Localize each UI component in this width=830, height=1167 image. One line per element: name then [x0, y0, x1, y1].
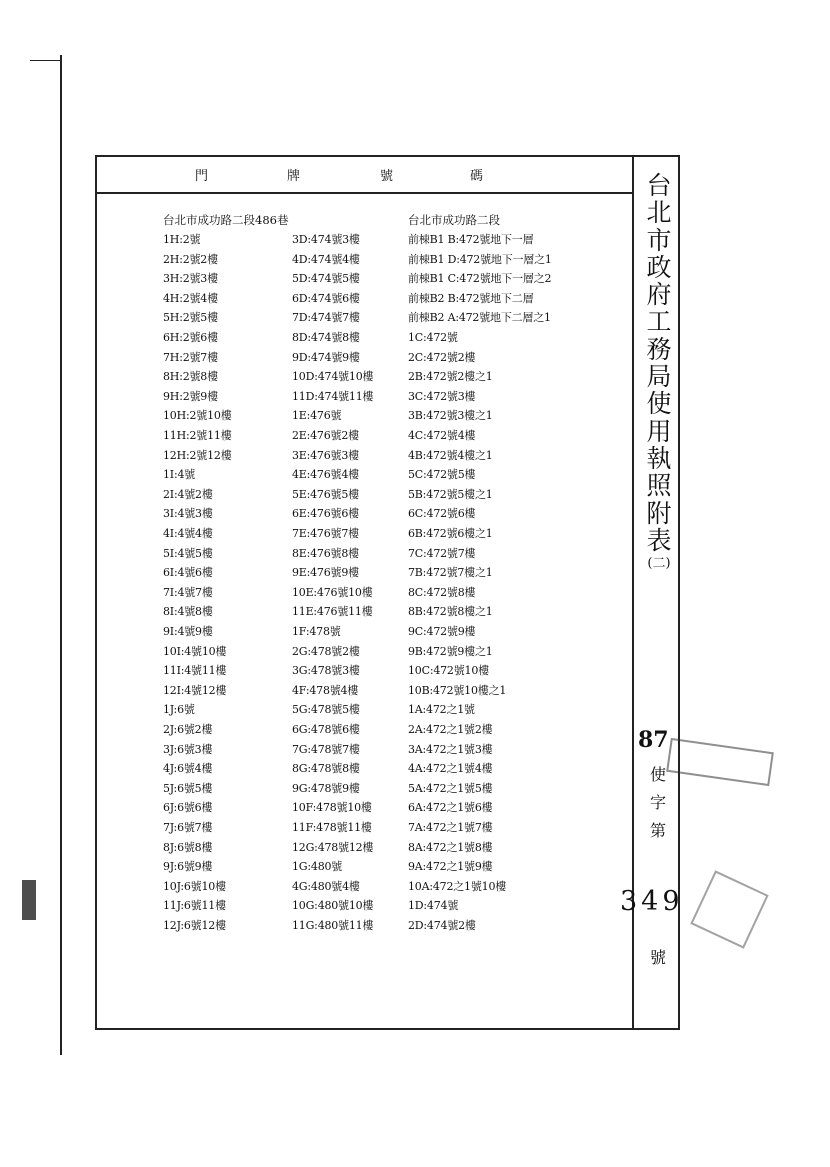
permit-char-2: 字: [650, 793, 667, 812]
address-entry: 7G:478號7樓: [292, 742, 360, 756]
scan-mark: [22, 880, 36, 920]
address-entry: 5J:6號5樓: [163, 781, 213, 795]
address-entry: 3E:476號3樓: [292, 448, 359, 462]
address-entry: 5G:478號5樓: [292, 703, 360, 717]
address-entry: 6B:472號6樓之1: [408, 527, 493, 540]
side-title-char: 表: [646, 525, 672, 555]
address-entry: 12G:478號12樓: [292, 840, 374, 854]
address-entry: 前棟B2 A:472號地下二層之1: [408, 311, 551, 325]
address-entry: 10F:478號10樓: [292, 801, 372, 815]
side-title-char: 府: [646, 280, 672, 310]
address-entry: 12J:6號12樓: [163, 919, 226, 932]
header-char-4: 碼: [470, 169, 484, 184]
permit-suffix: 號: [650, 948, 667, 967]
address-entry: 6H:2號6樓: [163, 331, 218, 344]
address-entry: 5D:474號5樓: [292, 272, 360, 286]
address-entry: 5I:4號5樓: [163, 546, 213, 560]
address-entry: 1A:472之1號: [408, 703, 475, 717]
address-entry: 6A:472之1號6樓: [408, 801, 493, 815]
address-entry: 1F:478號: [292, 625, 341, 638]
address-entry: 3G:478號3樓: [292, 664, 360, 678]
side-title-char: 執: [646, 443, 672, 473]
scan-edge-line: [60, 55, 62, 1055]
address-entry: 9I:4號9樓: [163, 625, 213, 638]
address-entry: 10E:476號10樓: [292, 585, 373, 599]
permit-year: 87: [638, 727, 669, 753]
address-entry: 6C:472號6樓: [408, 507, 476, 521]
address-entry: 11E:476號11樓: [292, 605, 373, 619]
address-entry: 3B:472號3樓之1: [408, 409, 493, 423]
address-entry: 7J:6號7樓: [163, 821, 213, 834]
side-title-char: 工: [646, 307, 672, 337]
scan-edge-mark: [30, 60, 60, 61]
address-entry: 3H:2號3樓: [163, 272, 218, 286]
side-title-char: 政: [646, 252, 672, 282]
address-entry: 7A:472之1號7樓: [408, 821, 493, 834]
side-title-char: 北: [646, 198, 672, 228]
address-entry: 7D:474號7樓: [292, 311, 360, 325]
address-entry: 12H:2號12樓: [163, 448, 232, 462]
side-title-char: 市: [646, 225, 672, 255]
address-entry: 6D:474號6樓: [292, 291, 360, 305]
address-entry: 8D:474號8樓: [292, 331, 360, 344]
side-title-char: 台: [646, 171, 672, 200]
address-entry: 10D:474號10樓: [292, 370, 374, 384]
address-entry: 1E:476號: [292, 409, 342, 423]
address-entry: 4I:4號4樓: [163, 527, 213, 540]
address-entry: 2C:472號2樓: [408, 350, 476, 364]
address-entry: 8H:2號8樓: [163, 370, 218, 384]
address-entry: 9J:6號9樓: [163, 860, 213, 874]
address-entry: 9C:472號9樓: [408, 625, 476, 638]
address-entry: 11F:478號11樓: [292, 821, 372, 834]
address-entry: 3A:472之1號3樓: [408, 742, 493, 756]
address-entry: 1C:472號: [408, 331, 458, 344]
address-entry: 1D:474號: [408, 899, 459, 913]
side-title-char: 使: [646, 389, 672, 419]
address-entry: 11D:474號11樓: [292, 389, 374, 403]
address-entry: 2H:2號2樓: [163, 252, 218, 266]
side-title-char: 務: [646, 334, 672, 364]
address-entry: 5C:472號5樓: [408, 468, 476, 482]
stamp-mark: [666, 738, 774, 786]
address-entry: 8E:476號8樓: [292, 546, 359, 560]
address-entry: 1G:480號: [292, 860, 343, 874]
address-entry: 9D:474號9樓: [292, 350, 360, 364]
address-entry: 11G:480號11樓: [292, 919, 374, 932]
address-entry: 8J:6號8樓: [163, 840, 213, 854]
address-entry: 4F:478號4樓: [292, 683, 359, 697]
address-entry: 5H:2號5樓: [163, 311, 218, 325]
address-entry: 1J:6號: [163, 703, 195, 717]
address-entry: 4B:472號4樓之1: [408, 448, 493, 462]
address-entry: 3J:6號3樓: [163, 742, 213, 756]
address-entry: 7C:472號7樓: [408, 546, 476, 560]
header-char-3: 號: [380, 169, 394, 184]
column-3-title: 台北市成功路二段: [408, 213, 500, 227]
side-title-char: 照: [646, 471, 672, 501]
address-entry: 11I:4號11樓: [163, 664, 227, 678]
address-entry: 5B:472號5樓之1: [408, 487, 493, 501]
header-char-2: 牌: [287, 169, 301, 184]
side-title: [644, 172, 674, 574]
address-entry: 7B:472號7樓之1: [408, 566, 493, 580]
side-title-char: 附: [646, 498, 672, 528]
address-entry: 4J:6號4樓: [163, 762, 213, 776]
address-entry: 2G:478號2樓: [292, 644, 360, 658]
address-entry: 8A:472之1號8樓: [408, 840, 493, 854]
address-entry: 4A:472之1號4樓: [408, 762, 493, 776]
permit-number: 349: [620, 886, 684, 917]
address-entry: 8G:478號8樓: [292, 762, 360, 776]
side-title-char: (二): [647, 556, 671, 572]
address-entry: 10I:4號10樓: [163, 644, 227, 658]
address-entry: 6J:6號6樓: [163, 801, 213, 815]
side-title-char: 局: [646, 362, 672, 392]
address-entry: 4D:474號4樓: [292, 252, 360, 266]
address-entry: 10J:6號10樓: [163, 879, 226, 893]
address-entry: 2I:4號2樓: [163, 487, 213, 501]
address-entry: 7H:2號7樓: [163, 350, 218, 364]
header-char-1: 門: [195, 169, 209, 184]
stamp-mark-2: [690, 870, 768, 948]
address-entry: 6G:478號6樓: [292, 723, 360, 736]
address-entry: 8C:472號8樓: [408, 585, 476, 599]
address-entry: 1H:2號: [163, 233, 201, 246]
side-title-char: 用: [646, 416, 672, 446]
address-entry: 前棟B1 C:472號地下一層之2: [408, 272, 552, 286]
address-entry: 10G:480號10樓: [292, 899, 374, 913]
address-entry: 3D:474號3樓: [292, 233, 360, 246]
address-entry: 9E:476號9樓: [292, 566, 359, 580]
permit-char-3: 第: [650, 821, 667, 840]
address-entry: 3I:4號3樓: [163, 507, 213, 521]
address-entry: 6E:476號6樓: [292, 507, 359, 521]
address-entry: 4E:476號4樓: [292, 468, 359, 482]
address-entry: 10H:2號10樓: [163, 409, 232, 423]
address-entry: 4H:2號4樓: [163, 291, 218, 305]
address-entry: 9A:472之1號9樓: [408, 860, 493, 874]
address-entry: 1I:4號: [163, 468, 196, 482]
address-entry: 2A:472之1號2樓: [408, 723, 493, 736]
address-entry: 11J:6號11樓: [163, 899, 226, 913]
address-entry: 2D:474號2樓: [408, 919, 476, 932]
address-entry: 9G:478號9樓: [292, 781, 360, 795]
address-entry: 4C:472號4樓: [408, 429, 476, 442]
address-entry: 7E:476號7樓: [292, 527, 359, 540]
address-entry: 11H:2號11樓: [163, 429, 232, 442]
address-entry: 前棟B2 B:472號地下二層: [408, 291, 534, 305]
address-entry: 4G:480號4樓: [292, 879, 360, 893]
address-entry: 5A:472之1號5樓: [408, 781, 493, 795]
permit-char-1: 使: [650, 765, 667, 784]
address-entry: 2J:6號2樓: [163, 723, 213, 736]
address-entry: 10B:472號10樓之1: [408, 683, 507, 697]
address-entry: 8I:4號8樓: [163, 605, 213, 619]
address-entry: 12I:4號12樓: [163, 683, 227, 697]
address-entry: 9H:2號9樓: [163, 389, 218, 403]
address-entry: 3C:472號3樓: [408, 389, 476, 403]
address-entry: 5E:476號5樓: [292, 487, 359, 501]
column-1-title: 台北市成功路二段486巷: [163, 213, 289, 227]
address-entry: 10A:472之1號10樓: [408, 879, 507, 893]
address-entry: 7I:4號7樓: [163, 585, 213, 599]
address-entry: 前棟B1 D:472號地下一層之1: [408, 252, 552, 266]
header-rule: [95, 192, 633, 194]
address-entry: 前棟B1 B:472號地下一層: [408, 233, 534, 246]
address-entry: 8B:472號8樓之1: [408, 605, 493, 619]
address-entry: 10C:472號10樓: [408, 664, 489, 678]
address-entry: 2E:476號2樓: [292, 429, 359, 442]
address-entry: 2B:472號2樓之1: [408, 370, 493, 384]
address-entry: 9B:472號9樓之1: [408, 644, 493, 658]
address-entry: 6I:4號6樓: [163, 566, 213, 580]
